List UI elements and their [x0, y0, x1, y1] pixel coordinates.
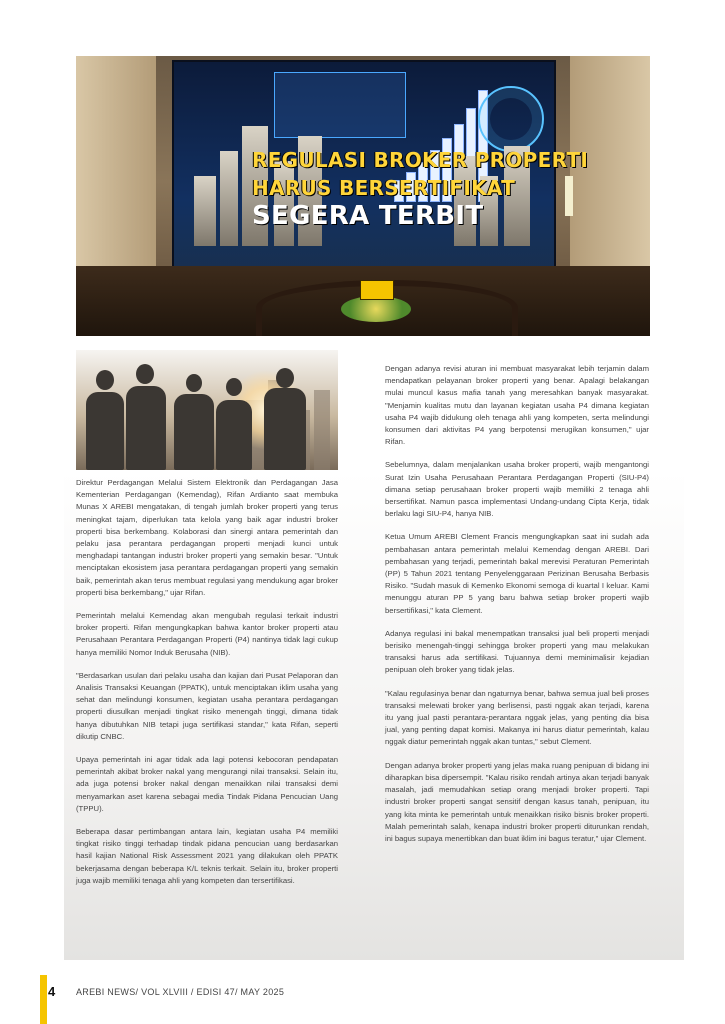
paragraph: Dengan adanya broker properti yang jelas maka ruang penipuan di bidang ini diharapkan bisa dipersempit. "Kalau risiko rendah artinya akan terjadi banyak masalah, jadi memudahkan setiap orang menjadi broker properti. Tapi industri broker properti sangat sensitif dengan kasus tanah, penipuan, itu yang kita minta ke pemerintah untuk menaikkan risiko bisnis broker properti. Malah pemerintah salah, kenapa industri broker properti diturunkan rendah, ini bagus supaya menertibkan dan buat iklim ini bagus teratur," ujar Clement. — [385, 760, 649, 843]
paragraph: Adanya regulasi ini bakal menempatkan transaksi jual beli properti menjadi berisiko menengah-tinggi sehingga broker properti yang mau melakukan transaksi harus ada sertifikasi. Tujuannya demi meminimalisir kejadian penipuan oleh broker yang tidak jelas. — [385, 628, 649, 675]
hero-building — [194, 176, 216, 246]
paragraph: Upaya pemerintah ini agar tidak ada lagi potensi kebocoran pendapatan pemerintah akibat broker nakal yang mengurangi nilai transaksi. Selain itu, ada juga potensi broker nakal dengan menaikkan nilai transaksi demi menyamarkan aset karena sebagai media Tindak Pidana Pencucian Uang (TPPU). — [76, 755, 338, 813]
person-silhouette — [186, 374, 202, 392]
publication-info: AREBI NEWS/ VOL XLVIII / EDISI 47/ MAY 2025 — [76, 987, 285, 997]
person-silhouette — [174, 394, 214, 470]
hero-radar-graphic — [478, 86, 544, 152]
paragraph: Beberapa dasar pertimbangan antara lain, kegiatan usaha P4 memiliki tingkat risiko tinggi terhadap tindak pidana pencucian uang berdasarkan hasil kajian National Risk Assessment 2021 yang dilakukan oleh PPATK bekerjasama dengan beberapa K/L teknis terkait. Selain itu, broker properti juga wajib memiliki tenaga ahli yang kompeten dan tersertifikasi. — [76, 827, 338, 885]
hero-headline-line-1: REGULASI BROKER PROPERTI — [252, 148, 589, 172]
paragraph: "Kalau regulasinya benar dan ngaturnya benar, bahwa semua jual beli proses transaksi melewati broker yang berlisensi, pasti nggak akan terjadi, karena itu yang jual pasti perantara-perantara nggak jelas, yang penting dia bisa jual, yang penting dapat komisi. Makanya ini harus diatur pemerintah, kalau nggak diatur pemerintah nggak akan tuntas," sebut Clement. — [385, 688, 649, 747]
paragraph: "Berdasarkan usulan dari pelaku usaha dan kajian dari Pusat Pelaporan dan Analisis Transaksi Keuangan (PPATK), untuk menciptakan iklim usaha yang sehat dan melindungi konsumen, kegiatan usaha perantara perdagangan properti diusulkan menjadi tingkat risiko menengah tinggi, dimana tidak hanya dibutuhkan NIB tetapi juga sertifikasi standar," kata Rifan, seperti dikutip CNBC. — [76, 670, 338, 741]
hero-building — [220, 151, 238, 246]
paragraph: Pemerintah melalui Kemendag akan mengubah regulasi terkait industri broker properti. Rifan mengungkapkan bahwa kantor broker properti atau Perusahaan Perantara Perdagangan Properti (P4) nantinya tidak lagi cukup hanya memiliki Nomor Induk Berusaha (NIB). — [76, 611, 338, 657]
person-silhouette — [264, 388, 306, 470]
person-silhouette — [216, 400, 252, 470]
hero-headline-line-3: SEGERA TERBIT — [252, 201, 484, 231]
paragraph: Direktur Perdagangan Melalui Sistem Elektronik dan Perdagangan Jasa Kementerian Perdagangan (Kemendag), Rifan Ardianto saat membuka Munas X AREBI mengatakan, di tengah jumlah broker properti yang terus meningkat tajam, diperlukan tata kelola yang baik agar industri broker properti bisa berkembang. Kolaborasi dan sinergi antara pemerintah dan pelaku jasa perantara perdagangan properti menjadi kunci untuk menghadapi tantangan industri broker properti yang semakin besar. "Untuk menciptakan ekosistem jasa perantara perdagangan properti yang semakin baik, pemerintah akan terus membuat regulasi yang mendukung agar broker properti bisa berkembang," ujar Rifan. — [76, 478, 338, 597]
hero-headline-line-2: HARUS BERSERTIFIKAT — [252, 176, 516, 200]
person-silhouette — [136, 364, 154, 384]
arebi-logo — [360, 280, 394, 300]
hero-image — [76, 56, 650, 336]
business-people-photo — [76, 350, 338, 470]
article-right-column — [385, 363, 649, 856]
paragraph: Ketua Umum AREBI Clement Francis mengungkapkan saat ini sudah ada pembahasan antara pemerintah melalui Kemendag dengan AREBI. Dari pembahasan yang terjadi, pemerintah bakal merevisi Peraturan Pemerintah (PP) 5 Tahun 2021 tentang Penyelenggaraan Perizinan Berusaha Berbasis Risiko. "Sudah masuk di Kemenko Ekonomi semoga di kuartal I keluar. Kami menunggu aturan PP 5 yang baru bahwa setiap broker properti wajib bersertifikasi," kata Clement. — [385, 532, 649, 615]
person-silhouette — [86, 392, 124, 470]
hero-flag — [565, 176, 573, 216]
paragraph: Dengan adanya revisi aturan ini membuat masyarakat lebih terjamin dalam mendapatkan pelayanan broker properti yang benar. Apalagi belakangan mulai muncul kasus mafia tanah yang meresahkan banyak masyarakat. "Menjamin kualitas mutu dan layanan kegiatan usaha P4 dimana kegiatan usaha P4 wajib didukung oleh tenaga ahli yang kompeten, serta melindungi konsumen dari aktivitas P4 yang berpotensi merugikan konsumen," ujar Rifan. — [385, 364, 649, 447]
article-left-column — [76, 477, 338, 898]
person-silhouette — [96, 370, 114, 390]
page-number: 4 — [48, 984, 56, 999]
hero-data-panel — [274, 72, 406, 138]
person-silhouette — [126, 386, 166, 470]
person-silhouette — [226, 378, 242, 396]
person-silhouette — [276, 368, 294, 388]
footer-accent-bar — [40, 975, 47, 1024]
paragraph: Sebelumnya, dalam menjalankan usaha broker properti, wajib mengantongi Surat Izin Usaha Perusahaan Perantara Perdagangan Properti (SIU-P4) dimana setiap perusahaan broker properti wajib memiliki 2 tenaga ahli bersertifikat. Namun pasca implementasi Undang-undang Cipta Kerja, tidak berlaku lagi SIU-P4, hanya NIB. — [385, 460, 649, 519]
